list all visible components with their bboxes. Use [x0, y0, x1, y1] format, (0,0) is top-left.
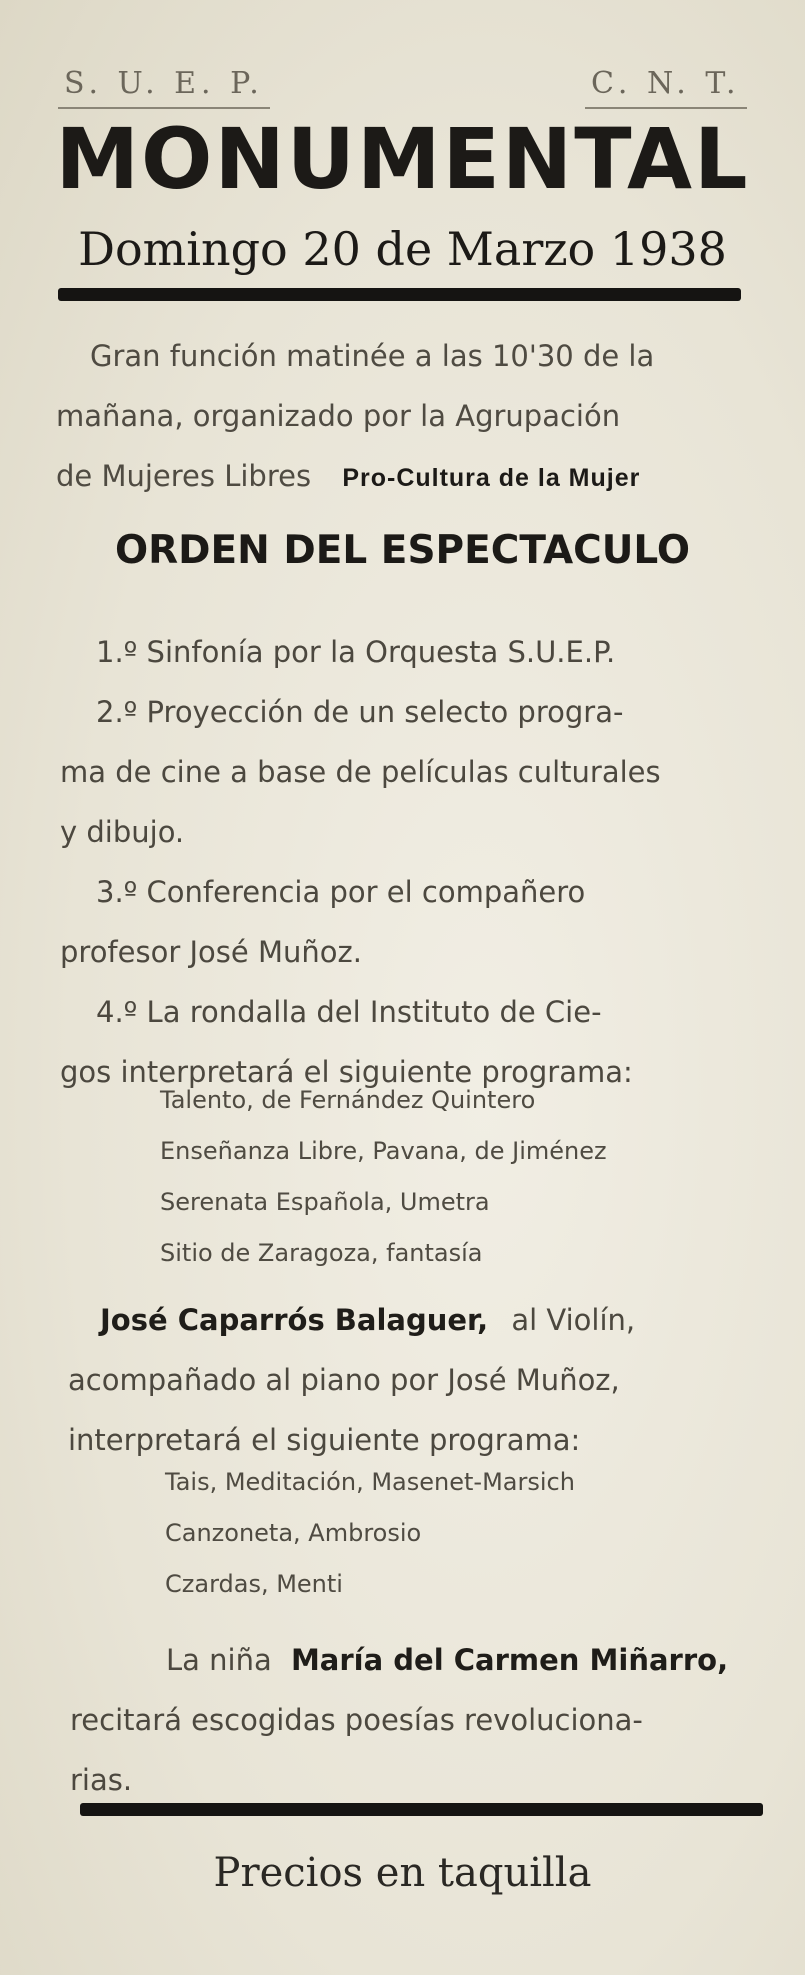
- program-list: [60, 622, 750, 1102]
- violinist-name: José Caparrós Balaguer,: [100, 1303, 489, 1337]
- violin-paragraph: [68, 1290, 748, 1470]
- violin-piece: Canzoneta, Ambrosio: [165, 1519, 422, 1547]
- violin-line-3: interpretará el siguiente programa:: [68, 1423, 581, 1457]
- violin-piece: Tais, Meditación, Masenet-Marsich: [165, 1468, 575, 1496]
- violin-line-1-rest: al Violín,: [511, 1303, 636, 1337]
- program-heading: ORDEN DEL ESPECTACULO: [114, 528, 691, 573]
- intro-paragraph: [56, 326, 746, 508]
- rondalla-pieces: [160, 1075, 607, 1279]
- item-2-line-3: y dibujo.: [60, 815, 185, 849]
- left-organization: S. U. E. P.: [58, 66, 270, 109]
- rondalla-piece: Sitio de Zaragoza, fantasía: [160, 1239, 483, 1267]
- violin-piece: Czardas, Menti: [165, 1570, 343, 1598]
- reciter-name: María del Carmen Miñarro,: [290, 1643, 729, 1677]
- rondalla-piece: Enseñanza Libre, Pavana, de Jiménez: [160, 1137, 607, 1165]
- rondalla-piece: Talento, de Fernández Quintero: [160, 1086, 536, 1114]
- intro-line-2: mañana, organizado por la Agrupación: [56, 399, 621, 433]
- item-4-line-2: gos interpretará el siguiente programa:: [60, 1055, 633, 1089]
- intro-line-3: [56, 446, 746, 508]
- recitation-paragraph: [70, 1630, 750, 1810]
- venue-title: MONUMENTAL: [55, 110, 750, 208]
- item-2-line-1: 2.º Proyección de un selecto progra-: [96, 695, 624, 729]
- item-4-line-1: 4.º La rondalla del Instituto de Cie-: [96, 995, 602, 1029]
- intro-line-1: Gran función matinée a las 10'30 de la: [90, 339, 655, 373]
- recitation-line-2: recitará escogidas poesías revoluciona-: [70, 1703, 643, 1737]
- item-3-line-1: 3.º Conferencia por el compañero: [96, 875, 586, 909]
- top-divider: [58, 288, 741, 301]
- item-2-line-2: ma de cine a base de películas culturales: [60, 755, 661, 789]
- right-organization: C. N. T.: [585, 66, 747, 109]
- violin-line-1: [68, 1290, 748, 1350]
- rondalla-piece: Serenata Española, Umetra: [160, 1188, 490, 1216]
- item-1: 1.º Sinfonía por la Orquesta S.U.E.P.: [96, 635, 616, 669]
- item-3-line-2: profesor José Muñoz.: [60, 935, 362, 969]
- bottom-divider: [80, 1803, 763, 1816]
- recitation-line-1: [70, 1630, 750, 1690]
- event-date: Domingo 20 de Marzo 1938: [78, 222, 727, 276]
- organizer-subtitle: Pro-Cultura de la Mujer: [342, 464, 641, 492]
- prices-note: Precios en taquilla: [213, 1850, 592, 1896]
- violin-line-2: acompañado al piano por José Muñoz,: [68, 1363, 620, 1397]
- intro-line-3-text: de Mujeres Libres: [56, 459, 312, 493]
- recitation-line-1-pre: La niña: [166, 1643, 272, 1677]
- recitation-line-3: rias.: [70, 1763, 133, 1797]
- violin-pieces: [165, 1457, 575, 1610]
